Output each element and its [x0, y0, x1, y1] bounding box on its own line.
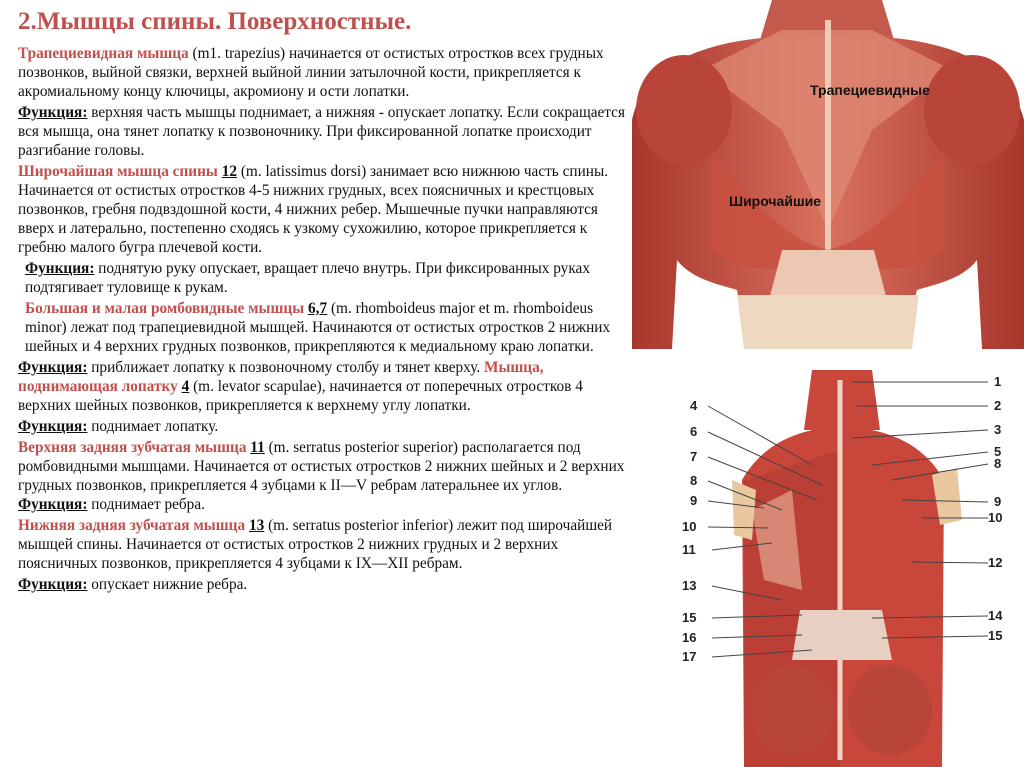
diagram-number: 9 — [690, 493, 698, 508]
muscle-name: Верхняя задняя зубчатая мышца — [18, 439, 247, 456]
diagram-number: 12 — [988, 555, 1003, 570]
function-label: Функция: — [18, 418, 88, 435]
diagram-number: 3 — [994, 422, 1002, 437]
label-trapezius: Трапециевидные — [810, 82, 930, 98]
function-text: поднятую руку опускает, вращает плечо внутрь. При фиксированных руках подтягивает туловище к рукам. — [25, 260, 590, 296]
function-label: Функция: — [25, 260, 95, 277]
diagram-number: 15 — [988, 628, 1003, 643]
function-label: Функция: — [18, 496, 88, 513]
paragraph-rhomboid — [18, 299, 630, 356]
diagram-number: 1 — [994, 374, 1002, 389]
diagram-number: 8 — [994, 456, 1002, 471]
paragraph-rhomboid-function — [18, 358, 630, 415]
function-label: Функция: — [18, 576, 88, 593]
muscle-name: Широчайшая мышца спины — [18, 163, 218, 180]
paragraph-trapezius — [18, 44, 630, 101]
paragraph-body: (m1. trapezius) начинается от остистых отростков всех грудных позвонков, выйной связки, верхней выйной линии затылочной кости, прикрепляется к акромиальному концу ключицы, акромиону и ости лопатки. — [18, 45, 604, 100]
diagram-number: 8 — [690, 473, 698, 488]
muscle-number: 13 — [248, 517, 265, 534]
diagram-number: 2 — [994, 398, 1002, 413]
muscle-name: Мышца, поднимающая лопатку — [18, 359, 544, 395]
diagram-number: 16 — [682, 630, 697, 645]
label-latissimus: Широчайшие — [729, 193, 822, 209]
diagram-number: 9 — [994, 494, 1002, 509]
function-text: поднимает лопатку. — [87, 418, 219, 435]
paragraph-serratus-inferior-function — [18, 575, 630, 594]
diagram-number: 15 — [682, 610, 697, 625]
diagram-number: 4 — [690, 398, 698, 413]
muscle-name: Нижняя задняя зубчатая мышца — [18, 517, 246, 534]
back-muscles-photo — [632, 0, 1024, 349]
paragraph-body: (m. serratus posterior inferior) лежит под широчайшей мышцей спины. Начинается от остистых отростков 2 нижних грудных и 2 верхних поясничных позвонков, прикрепляется 4 зубцами к IX—XII ребрам. — [18, 517, 613, 572]
slide-title: 2.Мышцы спины. Поверхностные. — [18, 8, 412, 35]
diagram-number: 13 — [682, 578, 697, 593]
muscle-name: Трапециевидная мышца — [18, 45, 189, 62]
diagram-number: 17 — [682, 649, 697, 664]
diagram-number: 6 — [690, 424, 698, 439]
paragraph-latissimus-function — [18, 259, 630, 297]
paragraph-latissimus — [18, 162, 630, 257]
function-text: приближает лопатку к позвоночному столбу и тянет кверху. — [87, 359, 481, 376]
paragraph-levator-function — [18, 417, 630, 436]
muscle-number: 4 — [181, 378, 190, 395]
diagram-number: 7 — [690, 449, 698, 464]
text-column — [18, 44, 630, 596]
diagram-number: 5 — [994, 444, 1002, 459]
muscle-number: 6,7 — [308, 300, 328, 317]
diagram-number: 10 — [682, 519, 697, 534]
function-text: верхняя часть мышцы поднимает, а нижняя - опускает лопатку. Если сокращается вся мышца, она тянет лопатку к позвоночнику. При фиксированной лопатке происходит разгибание головы. — [18, 104, 626, 159]
numbered-muscle-diagram — [672, 360, 1024, 767]
paragraph-serratus-inferior — [18, 516, 630, 573]
diagram-number: 11 — [682, 542, 696, 557]
muscle-number: 12 — [221, 163, 237, 180]
paragraph-body: (m. rhomboideus major et m. rhomboideus minor) лежат под трапециевидной мышцей. Начинаются от остистых отростков 2 нижних шейных и 4 верхних грудных позвонков, прикрепляются к медиальному краю лопатки. — [25, 300, 611, 355]
paragraph-body: (m. levator scapulae), начинается от поперечных отростков 4 верхних шейных позвонков, прикрепляется к верхнему углу лопатки. — [18, 378, 583, 414]
paragraph-body: (m. serratus posterior superior) располагается под ромбовидными мышцами. Начинается от остистых отростков 2 нижних шейных и 2 верхних грудных позвонков, прикрепляется 4 зубцами к II—V ребрам латеральнее их углов. — [18, 439, 625, 494]
function-label: Функция: — [18, 359, 88, 376]
diagram-number: 10 — [988, 510, 1003, 525]
muscle-number: 11 — [250, 439, 265, 456]
paragraph-serratus-superior — [18, 438, 630, 514]
back-muscles-illustration — [632, 0, 1024, 349]
function-text: опускает нижние ребра. — [87, 576, 248, 593]
function-label: Функция: — [18, 104, 88, 121]
paragraph-body: (m. latissimus dorsi) занимает всю нижнюю часть спины. Начинается от остистых отростков 4-5 нижних грудных, всех поясничных и крестцовых позвонков, гребня подвздошной кости, 4 нижних ребер. Мышечные пучки направляются вверх и латерально, постепенно сходясь к узкому сухожилию, которое прикрепляется к гребню малого бугра плечевой кости. — [18, 163, 609, 256]
muscle-name: Большая и малая ромбовидные мышцы — [25, 300, 305, 317]
diagram-number: 14 — [988, 608, 1003, 623]
diagram-illustration — [672, 360, 1024, 767]
paragraph-trapezius-function — [18, 103, 630, 160]
function-text: поднимает ребра. — [87, 496, 205, 513]
